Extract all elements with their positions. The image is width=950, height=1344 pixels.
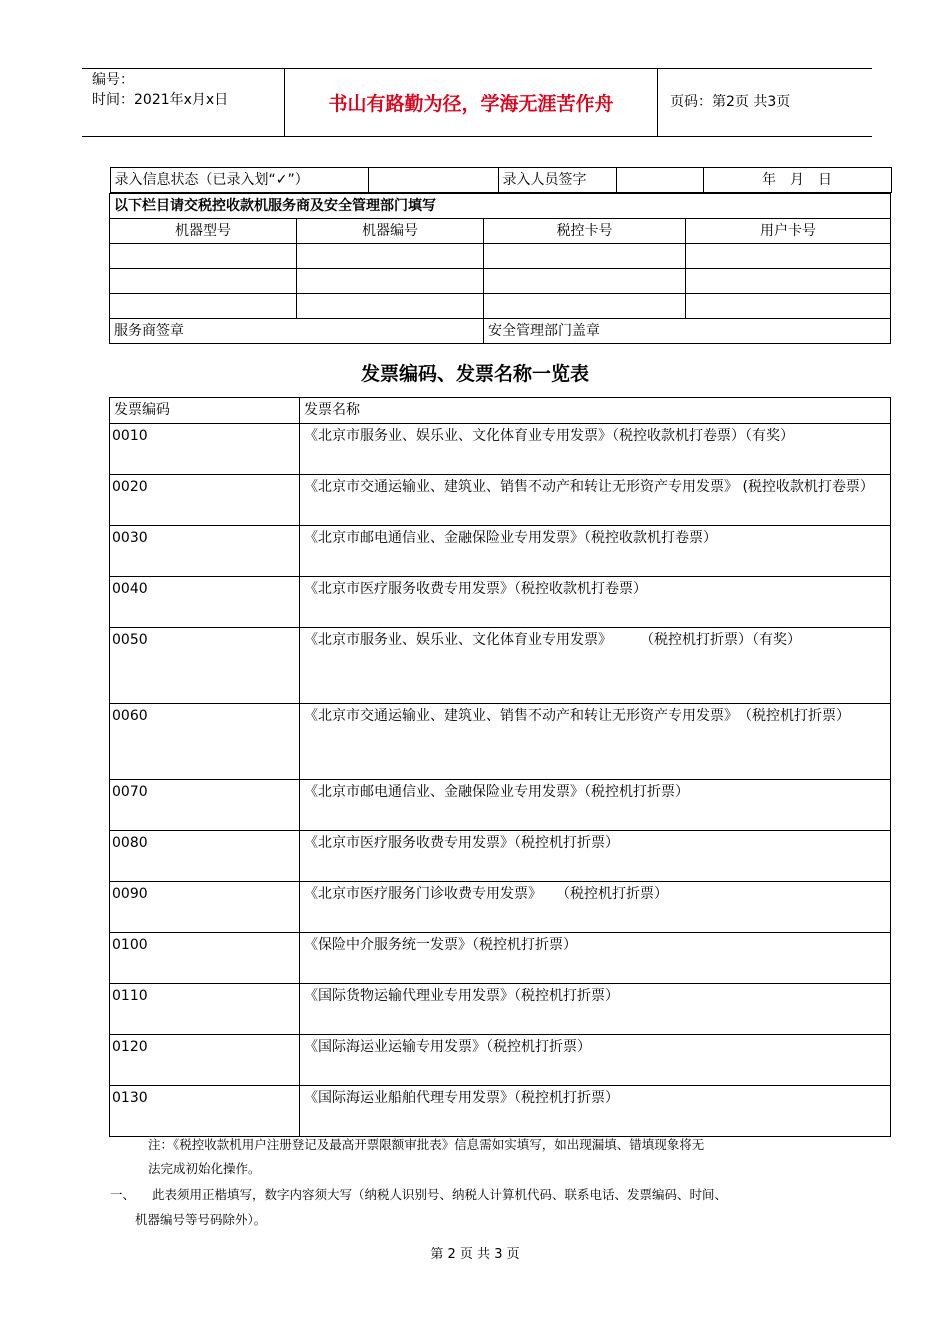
blank-cell[interactable] (686, 244, 891, 269)
invoice-code: 0060 (110, 704, 300, 780)
time-label: 时间：2021年x月x日 (92, 92, 229, 108)
blank-cell[interactable] (484, 294, 686, 319)
section-note: 以下栏目请交税控收款机服务商及安全管理部门填写 (110, 194, 891, 219)
blank-cell[interactable] (110, 269, 297, 294)
invoice-name: 《北京市医疗服务门诊收费专用发票》 （税控机打折票） (300, 882, 891, 933)
item-marker: 一、 (110, 1187, 136, 1202)
motto-text: 书山有路勤为径，学海无涯苦作舟 (328, 93, 614, 115)
invoice-row (110, 475, 891, 526)
invoice-header-row (110, 398, 891, 424)
blank-cell[interactable] (484, 244, 686, 269)
document-header (82, 68, 872, 137)
entry-signer-field[interactable] (616, 168, 703, 193)
blank-cell[interactable] (297, 294, 484, 319)
security-seal: 安全管理部门盖章 (484, 319, 891, 344)
invoice-code: 0050 (110, 628, 300, 704)
invoice-code: 0090 (110, 882, 300, 933)
item-line-1: 此表须用正楷填写，数字内容须大写（纳税人识别号、纳税人计算机代码、联系电话、发票编码、时间、 (152, 1187, 728, 1202)
entry-date: 年 月 日 (703, 168, 891, 193)
invoice-code: 0100 (110, 933, 300, 984)
blank-cell[interactable] (484, 269, 686, 294)
invoice-row (110, 933, 891, 984)
invoice-code: 0110 (110, 984, 300, 1035)
machine-blank-row (110, 244, 891, 269)
col-tax-card: 税控卡号 (484, 219, 686, 244)
col-invoice-code: 发票编码 (110, 398, 300, 424)
note-line-1: 注：《税控收款机用户注册登记及最高开票限额审批表》信息需如实填写，如出现漏填、错填现象将无 (148, 1137, 705, 1152)
invoice-name: 《北京市交通运输业、建筑业、销售不动产和转让无形资产专用发票》 （税控机打折票） (300, 704, 891, 780)
invoice-name: 《北京市服务业、娱乐业、文化体育业专用发票》 （税控机打折票）（有奖） (300, 628, 891, 704)
page-info: 页码：第2页 共3页 (670, 94, 791, 110)
blank-cell[interactable] (686, 269, 891, 294)
invoice-name: 《国际货物运输代理业专用发票》（税控机打折票） (300, 984, 891, 1035)
entry-signer-label: 录入人员签字 (498, 168, 616, 193)
blank-cell[interactable] (110, 294, 297, 319)
invoice-code: 0040 (110, 577, 300, 628)
invoice-name: 《北京市邮电通信业、金融保险业专用发票》（税控机打折票） (300, 780, 891, 831)
invoice-name: 《北京市医疗服务收费专用发票》（税控机打折票） (300, 831, 891, 882)
invoice-row (110, 704, 891, 780)
invoice-code: 0120 (110, 1035, 300, 1086)
blank-cell[interactable] (110, 244, 297, 269)
invoice-row (110, 628, 891, 704)
invoice-row (110, 780, 891, 831)
invoice-code: 0020 (110, 475, 300, 526)
invoice-row (110, 984, 891, 1035)
invoice-row (110, 831, 891, 882)
entry-status-checkbox[interactable] (368, 168, 498, 193)
machine-blank-row (110, 269, 891, 294)
number-label: 编号： (92, 72, 134, 88)
invoice-list-table (109, 397, 891, 1137)
entry-status-inner (110, 167, 892, 193)
machine-info-table (109, 167, 891, 344)
invoice-code: 0010 (110, 424, 300, 475)
blank-cell[interactable] (686, 294, 891, 319)
invoice-code: 0030 (110, 526, 300, 577)
blank-cell[interactable] (297, 244, 484, 269)
col-user-card: 用户卡号 (686, 219, 891, 244)
invoice-row (110, 526, 891, 577)
note-line-2: 法完成初始化操作。 (148, 1161, 261, 1176)
machine-header-row (110, 219, 891, 244)
invoice-name: 《国际海运业运输专用发票》（税控机打折票） (300, 1035, 891, 1086)
invoice-row (110, 424, 891, 475)
header-meta (82, 69, 285, 136)
seal-row (110, 319, 891, 344)
page-footer: 第 2 页 共 3 页 (430, 1247, 520, 1262)
invoice-code: 0080 (110, 831, 300, 882)
invoice-row (110, 1086, 891, 1137)
entry-status-row (110, 167, 891, 194)
invoice-name: 《国际海运业船舶代理专用发票》（税控机打折票） (300, 1086, 891, 1137)
entry-status-label: 录入信息状态（已录入划“✓”） (110, 168, 368, 193)
invoice-code: 0130 (110, 1086, 300, 1137)
invoice-name: 《北京市交通运输业、建筑业、销售不动产和转让无形资产专用发票》 (税控收款机打卷票） (300, 475, 891, 526)
blank-cell[interactable] (297, 269, 484, 294)
col-machine-model: 机器型号 (110, 219, 297, 244)
invoice-name: 《北京市服务业、娱乐业、文化体育业专用发票》（税控收款机打卷票）（有奖） (300, 424, 891, 475)
invoice-name: 《保险中介服务统一发票》（税控机打折票） (300, 933, 891, 984)
header-page (658, 69, 872, 136)
invoice-name: 《北京市邮电通信业、金融保险业专用发票》（税控收款机打卷票） (300, 526, 891, 577)
list-title: 发票编码、发票名称一览表 (360, 363, 589, 385)
invoice-code: 0070 (110, 780, 300, 831)
col-invoice-name: 发票名称 (300, 398, 891, 424)
invoice-row (110, 1035, 891, 1086)
machine-blank-row (110, 294, 891, 319)
header-motto (285, 69, 658, 136)
item-line-2: 机器编号等号码除外）。 (135, 1212, 267, 1227)
invoice-row (110, 882, 891, 933)
provider-seal: 服务商签章 (110, 319, 484, 344)
invoice-name: 《北京市医疗服务收费专用发票》（税控收款机打卷票） (300, 577, 891, 628)
invoice-row (110, 577, 891, 628)
col-machine-number: 机器编号 (297, 219, 484, 244)
